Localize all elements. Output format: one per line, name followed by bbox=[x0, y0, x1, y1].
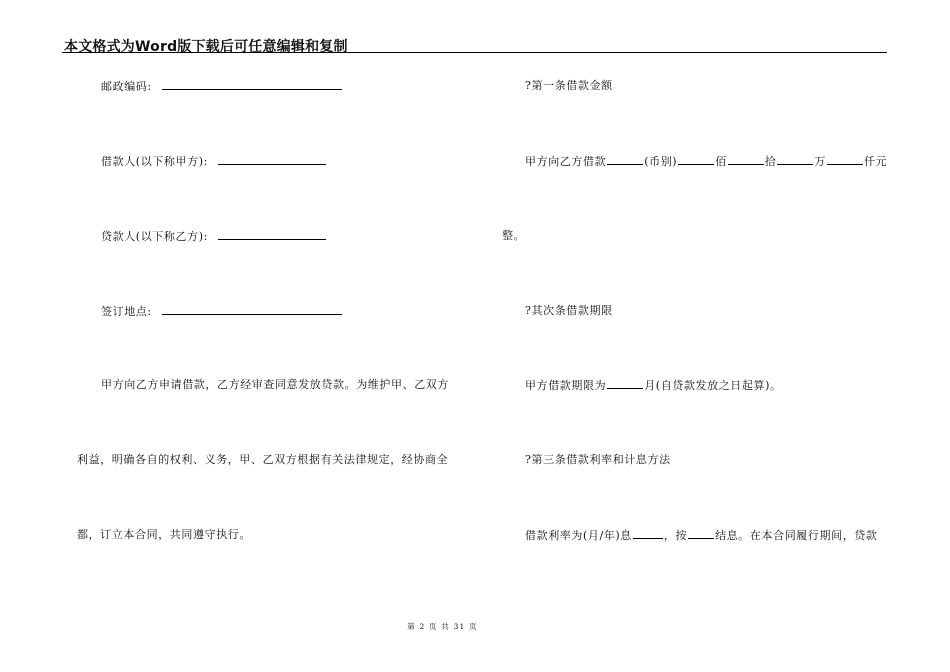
header-rule bbox=[62, 52, 887, 53]
article1-wan: 万 bbox=[814, 155, 827, 168]
signing-place-blank bbox=[162, 304, 342, 315]
article3-text-prefix: 借款利率为(月/年)息 bbox=[525, 529, 632, 542]
amount-blank-1 bbox=[607, 154, 643, 165]
intro-paragraph-line-1: 甲方向乙方申请借款，乙方经审查同意发放贷款。为维护甲、乙双方 bbox=[101, 378, 449, 391]
article1-bai: 佰 bbox=[715, 155, 727, 168]
page-header-title: 本文格式为Word版下载后可任意编辑和复制 bbox=[64, 39, 348, 55]
signing-place-label: 签订地点: bbox=[101, 305, 152, 318]
page-footer: 第 2 页 共 31 页 bbox=[407, 622, 478, 631]
postal-code-line bbox=[101, 79, 343, 94]
postal-code-label: 邮政编码: bbox=[101, 80, 152, 93]
article1-text-prefix: 甲方向乙方借款 bbox=[525, 155, 607, 168]
borrower-label: 借款人(以下称甲方): bbox=[101, 155, 208, 168]
amount-blank-4 bbox=[777, 154, 813, 165]
borrower-blank bbox=[218, 154, 326, 165]
article1-currency: (币别) bbox=[644, 155, 678, 168]
article3-rate-line bbox=[525, 528, 878, 543]
article3-text-suffix: 结息。在本合同履行期间，贷款 bbox=[715, 529, 878, 542]
borrower-line bbox=[101, 154, 327, 169]
lender-line bbox=[101, 229, 327, 244]
lender-label: 贷款人(以下称乙方): bbox=[101, 230, 208, 243]
article1-shi: 拾 bbox=[764, 155, 777, 168]
article2-term-line bbox=[525, 378, 782, 393]
amount-blank-5 bbox=[827, 154, 863, 165]
article1-title: ?第一条借款金额 bbox=[525, 79, 613, 92]
interest-blank bbox=[688, 528, 714, 539]
article2-text-prefix: 甲方借款期限为 bbox=[525, 379, 607, 392]
article3-text-mid: ，按 bbox=[663, 529, 688, 542]
article1-amount-line bbox=[525, 154, 887, 169]
article3-title: ?第三条借款利率和计息方法 bbox=[525, 453, 671, 466]
rate-blank bbox=[633, 528, 663, 539]
article2-title: ?其次条借款期限 bbox=[525, 304, 613, 317]
lender-blank bbox=[218, 229, 326, 240]
amount-blank-3 bbox=[728, 154, 764, 165]
article1-qianyuan: 仟元 bbox=[864, 155, 888, 168]
postal-code-blank bbox=[162, 79, 342, 90]
intro-paragraph-line-2: 利益，明确各自的权利、义务，甲、乙双方根据有关法律规定，经协商全 bbox=[77, 453, 449, 466]
intro-paragraph-line-3: 都，订立本合同，共同遵守执行。 bbox=[77, 528, 251, 541]
amount-blank-2 bbox=[678, 154, 714, 165]
term-blank bbox=[607, 378, 643, 389]
signing-place-line bbox=[101, 304, 343, 319]
article2-text-suffix: 月(自贷款发放之日起算)。 bbox=[644, 379, 782, 392]
article1-end: 整。 bbox=[502, 229, 526, 242]
